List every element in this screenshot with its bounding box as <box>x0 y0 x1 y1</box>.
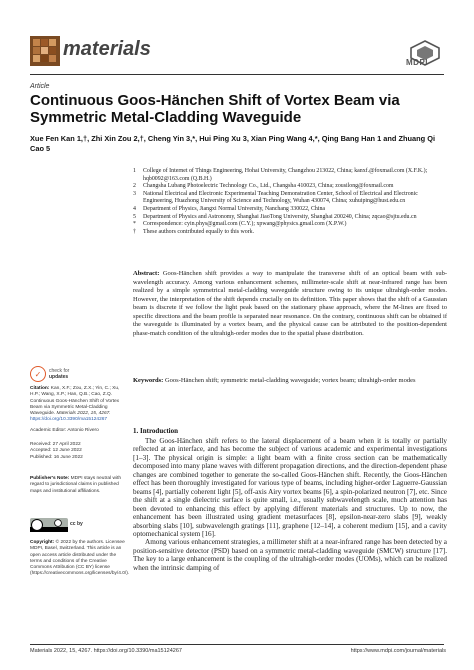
affiliation-number: 3 <box>133 190 136 197</box>
affiliation-text: Department of Physics, Jiangxi Normal University, Nanchang 330022, China <box>143 205 326 212</box>
affiliation-text: These authors contributed equally to this work. <box>143 228 255 235</box>
received-date: Received: 27 April 2022 <box>30 442 81 447</box>
published-date: Published: 16 June 2022 <box>30 454 83 460</box>
citation-journal: Materials 2022, 15, 4267. <box>56 411 111 417</box>
publisher-note-label: Publisher's Note: <box>30 476 70 481</box>
check-for-updates-button[interactable] <box>30 366 69 382</box>
footer-rule <box>30 644 444 645</box>
footer-journal-link[interactable]: https://www.mdpi.com/journal/materials <box>350 648 446 654</box>
affiliation-number: † <box>133 228 136 235</box>
article-title: Continuous Goos-Hänchen Shift of Vortex Beam via Symmetric Metal-Cladding Waveguide <box>30 92 400 126</box>
citation-doi-link[interactable]: https://doi.org/10.3390/ma15124267 <box>30 417 108 423</box>
affiliation-text: Department of Physics and Astronomy, Shanghai JiaoTong University, Shanghai 200240, China; zqcao@sjtu.edu.cn <box>143 213 417 220</box>
section-heading-introduction: 1. Introduction <box>133 427 178 435</box>
affiliation-text: Changsha Lubang Photoelectric Technology Co., Ltd., Changsha 410023, China; zousilong@foxmail.com <box>143 183 394 190</box>
publisher-note-text: MDPI stays neutral with regard to jurisdictional claims in published maps and institutional affiliations. <box>30 476 121 494</box>
affiliation-item <box>133 206 447 214</box>
affiliation-item <box>133 168 447 183</box>
affiliation-number: 2 <box>133 183 136 190</box>
dates-block <box>30 442 126 461</box>
affiliation-text: Correspondence: cyin.phys@gmail.com (C.Y.); xpwang@physics.gmail.com (X.P.W.) <box>143 221 347 228</box>
copyright-block <box>30 540 130 578</box>
affiliation-number: 4 <box>133 205 136 212</box>
affiliation-number: 1 <box>133 168 136 174</box>
abstract <box>133 270 447 338</box>
article-type: Article <box>30 83 50 90</box>
journal-logo-icon <box>30 36 60 66</box>
citation-text: Kan, X.F.; Zou, Z.X.; Yin, C.; Xu, H.P.; Wang, X.P.; Han, Q.B.; Cao, Z.Q. Continuous Goos-Hänchen Shift of Vortex Beam via Symmetric Metal-Cladding Waveguide. <box>30 386 120 417</box>
journal-name: materials <box>63 38 151 60</box>
publisher-name: MDPI <box>406 58 428 67</box>
cc-by-label: cc by <box>70 521 83 527</box>
affiliation-number: * <box>133 221 136 228</box>
affiliation-item <box>133 229 447 237</box>
keywords <box>133 377 447 386</box>
check-updates-line1: check for <box>49 368 70 374</box>
footer-citation: Materials 2022, 15, 4267. https://doi.org/10.3390/ma15124267 <box>30 648 182 654</box>
accepted-date: Accepted: 12 June 2022 <box>30 448 82 454</box>
cc-by-license-icon <box>30 518 68 532</box>
affiliations <box>133 168 447 236</box>
copyright-label: Copyright: <box>30 540 55 545</box>
intro-paragraph-1: The Goos-Hänchen shift refers to the lateral displacement of a beam when it is totally or partially reflected at an interface, and has become the subject of various academic and experimental investigations [1–3]. The physical origin is simple: a light beam with a finite cross section can be mathematically decomposed into many plane waves with different propagation directions, and the direction-dependent phase changes are combined together to generate the so-called Goos-Hänchen shift. Recently, the Goos-Hänchen effect has been thoroughly investigated for various type of beams, including higher-order Laguerre-Gaussian beams [4], partially coherent light [5], off-axis Airy vortex beams [6], a spin-polarized neutron [7], etc. Since the shift at a single dielectric surface is quite small, i.e., usually subwavelength scale, much attention has been devoted to enhancing this effect by applying different materials and structures. Up to now, the enhancement has been illustrated using gradient metasurfaces [8], epsilon-near-zero slabs [9], weakly absorbing slabs [10], subwavelength gratings [11], graphene [12–14], a coherent medium [15], and a cavity optomechanical system [16]. <box>133 437 447 538</box>
affiliation-item <box>133 221 447 229</box>
check-updates-icon: ✓ <box>30 366 46 382</box>
keywords-label: Keywords: <box>133 377 164 384</box>
intro-paragraph-2: Among various enhancement strategies, a millimeter shift at a near-infrared range has been detected by a position-sensitive detector (PSD) based on a symmetric metal-cladding waveguide (SMCW) structure [17]. The key to a large enhancement is the coupling of the ultrahigh-order modes (UOMs), which can be realized when the intrinsic damping of <box>133 538 447 572</box>
check-updates-line2: updates <box>49 374 69 380</box>
abstract-text: Goos-Hänchen shift provides a way to manipulate the transverse shift of an optical beam with sub-wavelength accuracy. Among various enhancement schemes, millimeter-scale shift at near-infrared range has been realized by a simple symmetrical metal-cladding waveguide structure owing to its unique ultrahigh-order modes. However, the interpretation of the shift depends crucially on its definition. This paper shows that the shift of a Gaussian beam is discrete if we follow the light peak based on the stationary phase approach, where the M-lines are fixed to specific directions and the beam profile is separated near resonance. On the contrary, continuous shift can be obtained if the waveguide is illuminated by a vortex beam, and the physical cause can be attributed to the position-dependent phase-match condition of the ultrahigh-order modes due to the spatial phase distribution. <box>133 270 447 337</box>
header-rule <box>30 74 444 75</box>
affiliation-text: National Electrical and Electronic Experimental Teaching Demonstration Center, School of Electrical and Electronic Engineering, Huazhong University of Science and Technology, Wuhan 430074, China; xuhuiping@hust.edu.cn <box>143 190 418 205</box>
academic-editor: Academic Editor: Antonio Rivero <box>30 428 99 433</box>
affiliation-item <box>133 183 447 191</box>
introduction-body <box>133 437 447 572</box>
abstract-label: Abstract: <box>133 270 160 277</box>
affiliation-item <box>133 191 447 206</box>
citation-block <box>30 386 126 424</box>
affiliation-text: College of Internet of Things Engineering, Hohai University, Changzhou 213022, China; kanxf.@foxmail.com (X.F.K.); hqb0092@163.com (Q.B.H.) <box>143 168 428 182</box>
affiliation-number: 5 <box>133 213 136 220</box>
publisher-note <box>30 476 126 495</box>
author-list: Xue Fen Kan 1,†, Zhi Xin Zou 2,†, Cheng Yin 3,*, Hui Ping Xu 3, Xian Ping Wang 4,*, Qing Bang Han 1 and Zhuang Qi Cao 5 <box>30 134 436 153</box>
copyright-text: © 2022 by the authors. Licensee MDPI, Basel, Switzerland. This article is an open access article distributed under the terms and conditions of the Creative Commons Attribution (CC BY) license (https://creativecommons.org/licenses/by/4.0/). <box>30 540 130 577</box>
keywords-text: Goos-Hänchen shift; symmetric metal-cladding waveguide; vortex beam; ultrahigh-order modes <box>164 377 416 384</box>
citation-label: Citation: <box>30 386 50 391</box>
